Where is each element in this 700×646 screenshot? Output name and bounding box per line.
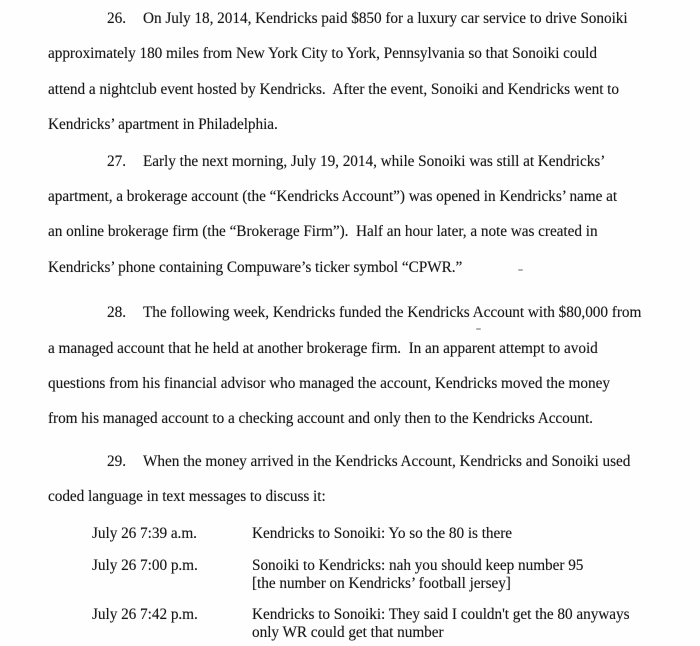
paragraph-28-line-3: questions from his financial advisor who managed the account, Kendricks moved the money: [48, 375, 610, 393]
message-row: [48, 606, 686, 642]
paragraph-27-text: Early the next morning, July 19, 2014, while Sonoiki was still at Kendricks’: [142, 152, 606, 170]
message-row: [48, 525, 686, 543]
paragraph-26-text: On July 18, 2014, Kendricks paid $850 for a luxury car service to drive Sonoiki: [142, 10, 628, 27]
paragraph-28-line-2: a managed account that he held at another brokerage firm. In an apparent attempt to avoid: [48, 339, 598, 357]
paragraph-29-number: 29.: [107, 452, 126, 470]
paragraph-26: [48, 1, 686, 143]
message-text-line: Kendricks to Sonoiki: Yo so the 80 is there: [252, 524, 513, 542]
paragraph-26-line-3: attend a nightclub event hosted by Kendricks. After the event, Sonoiki and Kendricks went to: [48, 80, 619, 98]
paragraph-29-line-2: coded language in text messages to discuss it:: [48, 488, 326, 506]
message-text-line: only WR could get that number: [252, 623, 444, 641]
paragraph-29-text: When the money arrived in the Kendricks Account, Kendricks and Sonoiki used: [142, 452, 631, 470]
paragraph-26-line-4: Kendricks’ apartment in Philadelphia.: [48, 116, 278, 134]
paragraph-29: [48, 444, 686, 515]
paragraph-28-line-4: from his managed account to a checking account and only then to the Kendricks Account.: [48, 410, 593, 428]
paragraph-27: [48, 144, 686, 286]
text-message-table: [48, 525, 686, 642]
paragraph-26-number: 26.: [107, 10, 126, 27]
paragraph-27-line-4: Kendricks’ phone containing Compuware’s ticker symbol “CPWR.”: [48, 258, 463, 276]
message-timestamp: July 26 7:42 p.m.: [92, 605, 198, 623]
scan-speck: [518, 269, 523, 271]
message-text-line: [the number on Kendricks’ football jersey]: [252, 574, 511, 592]
message-timestamp: July 26 7:00 p.m.: [92, 556, 198, 574]
paragraph-26-line-1: [48, 1, 686, 36]
paragraph-27-line-3: an online brokerage firm (the “Brokerage Firm”). Half an hour later, a note was created in: [48, 223, 598, 241]
paragraph-27-line-1: [48, 144, 686, 179]
paragraph-27-number: 27.: [107, 152, 126, 170]
paragraph-28-line-1: [48, 295, 686, 330]
paragraph-28-number: 28.: [107, 304, 126, 322]
paragraph-28-text: The following week, Kendricks funded the Kendricks Account with $80,000 from: [142, 304, 642, 322]
message-body: [252, 557, 583, 593]
message-timestamp: July 26 7:39 a.m.: [92, 524, 197, 542]
message-text-line: Sonoiki to Kendricks: nah you should keep number 95: [252, 556, 584, 574]
paragraph-26-line-2: approximately 180 miles from New York City to York, Pennsylvania so that Sonoiki could: [48, 45, 597, 63]
paragraph-29-line-1: [48, 444, 686, 479]
message-row: [48, 557, 686, 593]
message-body: [252, 525, 512, 543]
message-text-line: Kendricks to Sonoiki: They said I couldn't get the 80 anyways: [252, 605, 630, 623]
message-body: [252, 606, 630, 642]
paragraph-28: [48, 295, 686, 437]
paragraph-27-line-2: apartment, a brokerage account (the “Kendricks Account”) was opened in Kendricks’ name at: [48, 188, 618, 206]
scan-speck: [476, 328, 481, 330]
